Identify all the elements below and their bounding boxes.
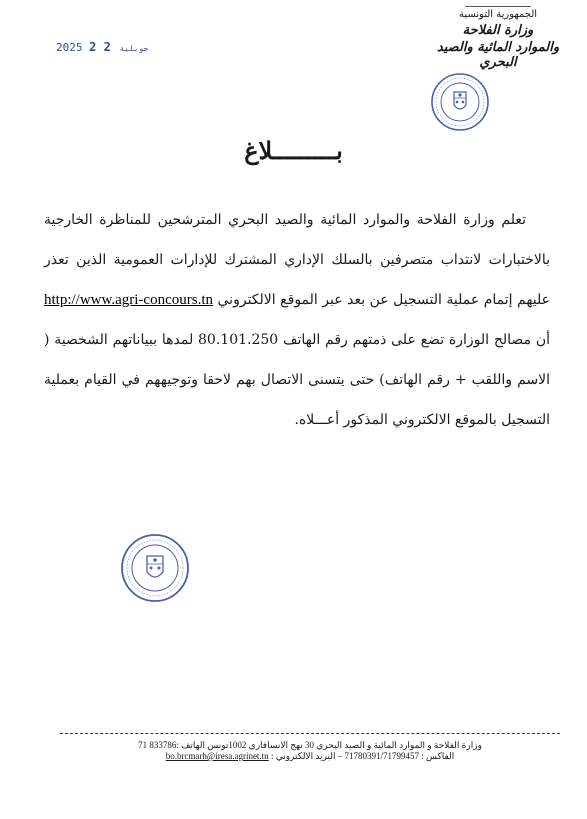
footer-email-link[interactable]: bo.brcmarh@iresa.agrinet.tn — [165, 751, 269, 761]
footer-contact — [60, 740, 560, 762]
body-text-part2: أن مصالح الوزارة تضع على ذمتهم رقم الهاتف 80.101.250 لمدها ببياناتهم الشخصية ( الاسم واللقب + رقم الهاتف) حتى يتسنى الاتصال بهم لاحقا وتوجيههم في القيام بعملية التسجيل بالموقع الالكتروني المذكور أعـــلاه. — [44, 332, 550, 428]
date-year: 2025 — [56, 41, 83, 54]
header-rule — [465, 6, 531, 7]
notice-body — [44, 200, 550, 440]
footer-fax-line — [60, 751, 560, 762]
body-text-part1: تعلم وزارة الفلاحة والموارد المائية والصيد البحري المترشحين للمناظرة الخارجية بالاختبارات لانتداب متصرفين بالسلك الإداري المشترك للإدارات العمومية الذين تعذر عليهم إتمام عملية التسجيل عن بعد عبر الموقع الالكتروني — [44, 212, 551, 308]
ministry-name-line2: والموارد المائية والصيد البحري — [436, 40, 560, 70]
date-stamp — [56, 40, 150, 54]
footer-address: وزارة الفلاحة و الموارد المائية و الصيد البحري 30 نهج الانسافاري 1002تونس الهاتف :833786 71 — [138, 740, 482, 750]
notice-title: بـــــــــلاغ — [244, 136, 343, 165]
registration-website-link[interactable]: http://www.agri-concours.tn — [44, 292, 213, 308]
date-month: جويلية — [119, 44, 149, 53]
date-day: 2 2 — [89, 40, 111, 54]
footer-fax: الفاكس : 71780391/71799457 – البريد الالكتروني : — [270, 751, 455, 761]
ministry-header — [423, 6, 573, 70]
ministry-name-line1: وزارة الفلاحة — [462, 23, 534, 38]
official-stamp-icon — [120, 533, 190, 603]
footer-divider — [60, 733, 560, 734]
ministry-seal-icon — [430, 72, 490, 132]
republic-name: الجمهورية التونسية — [458, 9, 538, 20]
